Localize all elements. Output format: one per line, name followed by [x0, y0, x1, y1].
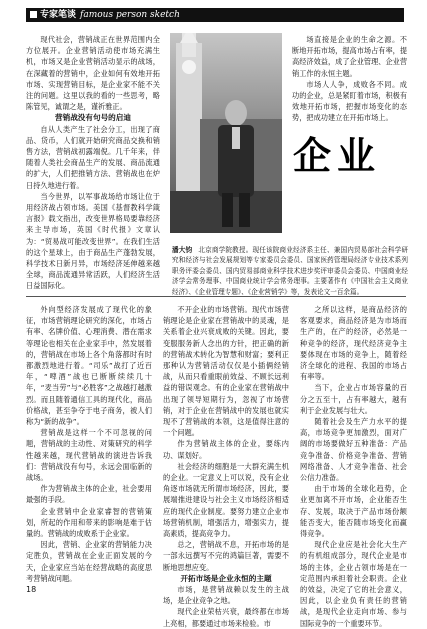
page-number: 18	[26, 585, 37, 594]
column-3-top	[292, 34, 407, 124]
paragraph: 现代社会，营销战正在世界范围内全方位展开。企业营销活动使市场充满生机，市场又是企业营销活动显示的战场，在深藏着的营销中，企业如何有效地开拓市场、实现营销目标，是企业家不能不关注的问题。这里以我的看的一些思考，略陈管见，诚谓之是，谨祈雅正。	[26, 35, 160, 112]
paragraph: 由于市场的全球化趋势，企业更加离不开市场，企业能否生存、发展，取决于产品市场份额能否变大，能否随市场变化而赢得竞争。	[300, 484, 407, 539]
paragraph: 之所以这样，是商品经济的客观要求，商品经济是为市场而生产的，在产的经济，必然是一种竞争的经济，现代经济竞争主要体现在市场的竞争上，随着经济全球化的进程、我国的市场占有率等。	[300, 305, 407, 382]
author-bio	[172, 245, 408, 297]
paragraph: 市场，是营销战赖以发生的主战场，是企业竞争之地。	[163, 585, 289, 606]
paragraph: 总之，营销战不息，开拓市场的是一部永远撰写不完的鸿篇巨著，需要不断地思想应变。	[163, 540, 289, 572]
section-heading: 开拓市场是企业永恒的主题	[180, 573, 272, 583]
paragraph: 现代企业应是社会化大生产的有机组成部分，现代企业是市场的主体，企业占领市场是在一定范围内承担着社会职责。企业的效益，决定了它的社会意义，因此，以企业负有责任的营销战，是现代企业走向市场、参与国际竞争的一个重要环节。	[300, 540, 407, 628]
paragraph: 不开企业的市场营销。现代市场营销理论是企业家在营销战中的灵魂，是关系着企业兴衰成败的关键。因此，要变服服务新人念出的方针，把正确的新的营销战术转化为智慧和财富；要利正那种认为营销活动仅仅是小插俩经销战，从而只看重眼前效益、不顾长远利益的错误观念。有的企业家在营销战中出现了领导短期行为，忽视了市场营销，对于企业在营销战中的发展也就实现不了营销战的本领，这是值得注意的一个问题。	[163, 305, 289, 438]
feature-title: 企业	[293, 133, 382, 178]
column-2	[163, 304, 289, 629]
paragraph: 自从人类产生了社会分工，出现了商品、货币，人们就开始研究商品交换和销售方法，营销战初露端倪。几千年来，伴随着人类社会商品生产的发展、商品流通的扩大，人们把推销方法、营销战也在炉日持久地进行着。	[26, 124, 160, 190]
paragraph: 作为营销战主体的企业，社会要用最强的手段。	[26, 484, 152, 505]
column-header	[26, 8, 404, 22]
paragraph: 当下，企业占市场容量的百分之五至十，占有率越大，越有利于企业发展与壮大。	[300, 383, 407, 415]
column-1-bottom	[26, 304, 152, 584]
divider	[26, 296, 406, 297]
column-1-top	[26, 34, 160, 292]
paragraph: 外向型经济发展成了现代化的象征，市场营销理论研究的深化，市场占有率、名牌价值、心理消费、潜在需求等理论也相关在企业家手中，然发展着的，营销战在市场上各个角落都时有时都激烈地进行着。“司乐”战打了近百年，“啤酒”战也已断断续续几十年，“麦当劳”与“必胜客”之战越打越激烈。而且随着通信工具的现代化，商品价格战，甚至争夺于电子商务，被人们称为“新的战争”。	[26, 305, 152, 427]
paragraph: 因此，营销、企业家的营销能力决定胜负，营销战在企业正面发展的今天，企业家应当站在经营战略的高度思考营销战问题。	[26, 540, 152, 583]
paragraph: 现代企业荣枯兴衰，最终都在市场上亮相，都要通过市场来检验。市	[163, 607, 289, 628]
column-subtitle: famous person sketch	[80, 10, 180, 20]
author-name: 潘大钧	[172, 246, 193, 254]
author-bio-text: 北京商学院教授。现任该院商业经济系主任、兼国内贸易部社会科学研究和经济与社会发展规划等专家委员会委员、国家医药管理局经济专业技术系列职务评委会委员、国内贸易部商业科学技术进步奖评审委员会委员、中国商业经济学会常务理事、中国商业统计学会常务理事。主要著作有《中国社会主义商业经济》、《企业管理专题》、《企业营销学》等，发表论文一百余篇。	[172, 246, 409, 296]
column-3-bottom	[300, 304, 407, 629]
paragraph: 随着社会及生产力水平的提高，市场竞争更加激烈，面对广阔的市场要做好五种准备：产品竞争准备、价格竞争准备、营销网络准备、人才竞争准备、社会公信力准备。	[300, 417, 407, 483]
paragraph: 当今世界，以军事战场给市场让位于用经济战占领市场。美国《基督教科学箴言报》载文指出，改变世界格局要靠经济来主导市场，英国《时代报》文章认为：“贸易战可能改变世界”。在我们生活的这个星球上，由于商品生产蓬勃发展，科学技术日新月异，市场经济延伸越来越全球，商品流通异常活跃，人们经济生活日益国际化。	[26, 191, 160, 291]
paragraph: 企业营销中企业家睿智的营销策划，所起的作用和带来的影响是难于估量的。营销战的成败系于企业家。	[26, 506, 152, 539]
column-title: 专家笔谈	[40, 10, 77, 20]
paragraph: 作为营销战主体的企业，要练内功、谋划好。	[163, 439, 289, 460]
portrait-photo	[170, 33, 282, 233]
square-bullet-icon	[30, 11, 37, 18]
paragraph: 营销战是这样一个不可忽视的问题，营销战的主动性、对策研究的科学性越来越，现代营销战的演进告诉我们：营销战没有句号，永远会面临新的战场。	[26, 428, 152, 483]
paragraph: 市场人人争，成败各不同。成功的企业，总是紧盯着市场，积极有效地开拓市场，把握市场变化的态势，把成功建立在开拓市场上。	[292, 79, 408, 123]
section-heading: 营销战没有句号的启迪	[55, 113, 131, 123]
paragraph: 社会经济的细胞是一大群充满生机的企业。一定意义上可以说，没有企业角逐市场就无所谓市场经济，因此，要展端推进建设与社会主义市场经济相适应的现代企业制度。要努力建立企业市场营销机制，增强活力，增强实力，提高素质，提高竞争力。	[163, 461, 289, 539]
paragraph: 场直接是企业的生命之源。不断地开拓市场，提高市场占有率，提高经济效益，成了企业管理、企业营销工作的永恒主题。	[292, 35, 408, 78]
portrait-illustration	[170, 33, 282, 233]
